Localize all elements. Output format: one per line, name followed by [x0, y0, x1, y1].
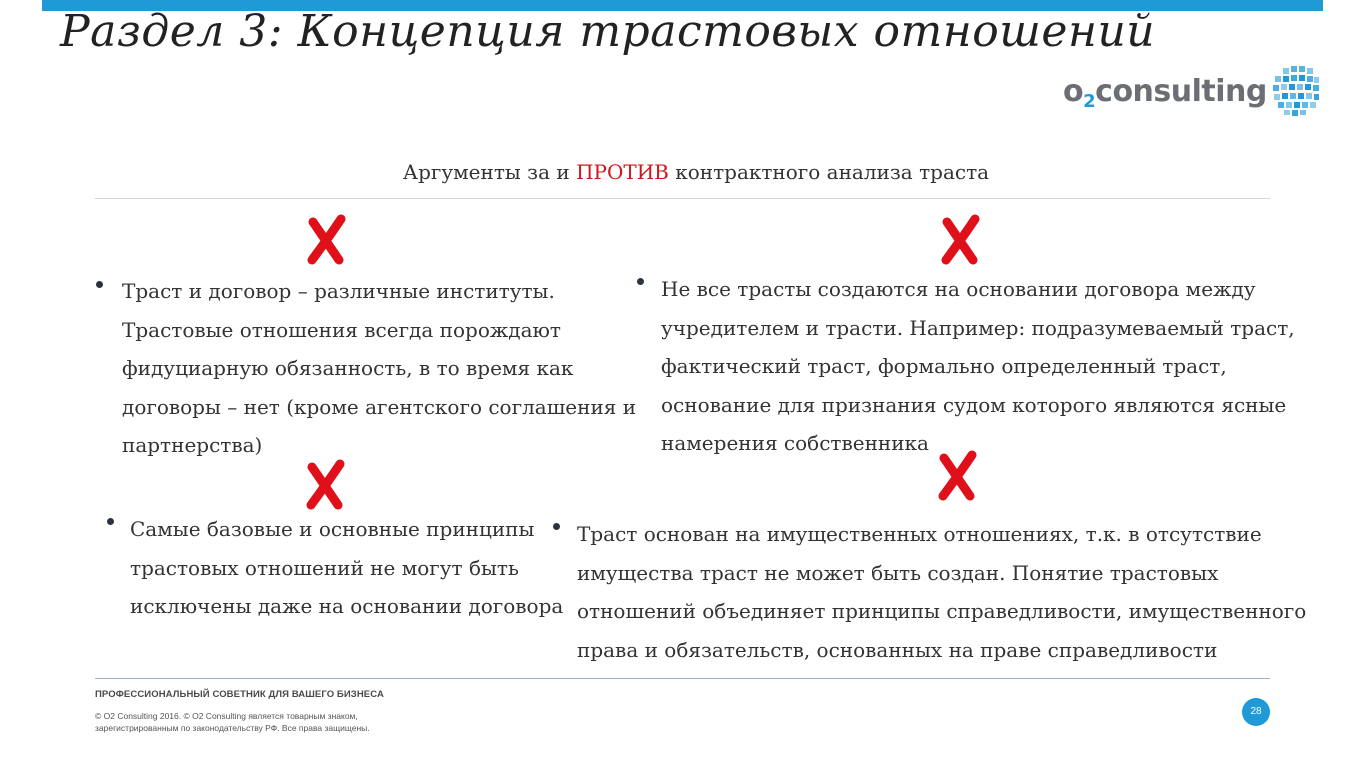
argument-line: Траст и договор – различные институты. — [122, 279, 555, 303]
argument-line: партнерства) — [122, 433, 263, 457]
page-title: Раздел 3: Концепция трастовых отношений — [60, 6, 1156, 57]
globe-logo-icon — [1271, 64, 1321, 122]
bullet-icon — [107, 518, 114, 525]
subtitle-text: Аргументы за и — [402, 160, 577, 184]
red-x-icon — [301, 459, 349, 511]
argument-line: трастовых отношений не могут быть — [130, 555, 519, 580]
argument-line: Самые базовые и основные принципы — [130, 517, 535, 541]
footer-copyright — [95, 710, 455, 734]
argument-line: имущества траст не может быть создан. Понятие трастовых — [577, 560, 1219, 585]
red-x-icon — [936, 214, 984, 266]
bottom-divider — [95, 678, 1270, 679]
logo-text: o — [1063, 74, 1084, 109]
argument-line: намерения собственника — [661, 431, 929, 455]
argument-line: Не все трасты создаются на основании договора между — [661, 277, 1256, 301]
logo-text-rest: consulting — [1095, 74, 1267, 109]
page-number-badge: 28 — [1242, 698, 1270, 726]
argument-block — [130, 510, 563, 626]
bullet-icon — [637, 278, 644, 285]
argument-line: договоры – нет (кроме агентского соглашения и — [122, 394, 637, 419]
bullet-icon — [553, 523, 560, 530]
argument-line: отношений объединяет принципы справедливости, имущественного — [577, 599, 1307, 623]
argument-line: права и обязательств, основанных на праве справедливости — [577, 637, 1218, 662]
argument-line: фидуциарную обязанность, в то время как — [122, 356, 574, 380]
argument-line: исключены даже на основании договора — [130, 594, 564, 618]
footer-tagline: ПРОФЕССИОНАЛЬНЫЙ СОВЕТНИК ДЛЯ ВАШЕГО БИЗНЕСА — [95, 689, 384, 700]
copyright-line: © O2 Consulting 2016. © O2 Consulting является товарным знаком, — [95, 711, 358, 721]
argument-line: Трастовые отношения всегда порождают — [122, 317, 561, 342]
subtitle-text-rest: контрактного анализа траста — [668, 160, 990, 184]
argument-line: основание для признания судом которого являются ясные — [661, 392, 1287, 417]
argument-line: фактический траст, формально определенный траст, — [661, 354, 1227, 378]
logo-subscript: 2 — [1083, 91, 1096, 112]
bullet-icon — [96, 281, 103, 288]
argument-block — [577, 515, 1306, 669]
top-divider — [95, 198, 1270, 199]
argument-block — [661, 270, 1295, 463]
red-x-icon — [302, 214, 350, 266]
argument-line: Траст основан на имущественных отношениях, т.к. в отсутствие — [577, 522, 1262, 546]
argument-block — [122, 272, 636, 465]
logo — [1063, 74, 1267, 112]
slide-subtitle — [96, 160, 1296, 184]
subtitle-highlight: ПРОТИВ — [576, 160, 669, 184]
copyright-line: зарегистрированным по законодательству РФ. Все права защищены. — [95, 723, 370, 733]
argument-line: учредителем и трасти. Например: подразумеваемый траст, — [661, 315, 1295, 340]
